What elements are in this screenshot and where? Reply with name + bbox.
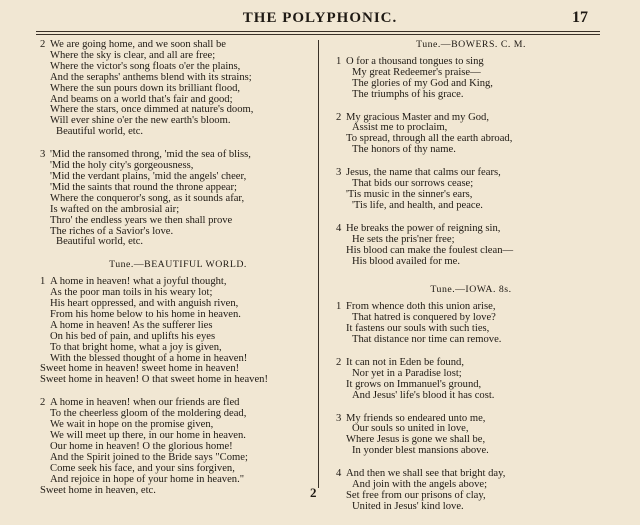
right-stanzas-top xyxy=(336,57,606,268)
verse-text: 'Tis life, and health, and peace. xyxy=(352,199,483,211)
stanza-number: 2 xyxy=(40,397,46,409)
verse-text: From whence doth this union arise, xyxy=(346,301,496,313)
verse-text: As the poor man toils in his weary lot; xyxy=(50,287,213,299)
verse-text: Where the sky is clear, and all are free; xyxy=(50,49,216,61)
verse-text: The triumphs of his grace. xyxy=(352,88,464,100)
verse-text: His blood availed for me. xyxy=(352,255,460,267)
stanza-number: 3 xyxy=(336,167,342,179)
verse-text: That bids our sorrows cease; xyxy=(352,178,474,190)
hymn-stanza xyxy=(336,224,606,268)
stanza-number: 2 xyxy=(336,111,342,123)
hymn-stanza xyxy=(336,469,606,513)
verse-text: Sweet home in heaven! sweet home in heaven! xyxy=(40,363,240,375)
verse-text: His heart oppressed, and with anguish riven, xyxy=(50,298,239,310)
verse-text: 'Tis music in the sinner's ears, xyxy=(346,188,473,200)
verse-text: 'Mid the ransomed throng, 'mid the sea of bliss, xyxy=(50,149,251,161)
verse-text: Thro' the endless years we then shall prove xyxy=(50,214,233,226)
verse-text: And Jesus' life's blood it has cost. xyxy=(352,389,495,401)
verse-line xyxy=(40,486,316,497)
left-stanzas-bottom xyxy=(40,277,316,496)
verse-text: Beautiful world, etc. xyxy=(56,126,144,138)
verse-line xyxy=(40,375,316,386)
verse-text: To the cheerless gloom of the moldering dead, xyxy=(50,408,247,420)
verse-line xyxy=(336,391,606,402)
stanza-number: 1 xyxy=(336,301,342,313)
verse-text: It grows on Immanuel's ground, xyxy=(346,378,482,390)
verse-text: Jesus, the name that calms our fears, xyxy=(346,167,501,179)
hymn-stanza xyxy=(336,113,606,157)
verse-text: Sweet home in heaven, etc. xyxy=(40,484,156,496)
verse-text: The honors of thy name. xyxy=(352,144,456,156)
stanza-number: 4 xyxy=(336,222,342,234)
verse-text: To that bright home, what a joy is given, xyxy=(50,341,222,353)
verse-text: It fastens our souls with such ties, xyxy=(346,323,490,335)
verse-text: We will meet up there, in our home in heaven. xyxy=(50,430,246,441)
stanza-number: 2 xyxy=(40,39,46,50)
verse-text: Our souls so united in love, xyxy=(352,423,469,435)
verse-text: And beams on a world that's fair and good; xyxy=(50,93,233,105)
verse-text: Where the sun pours down its brilliant flood, xyxy=(50,82,241,94)
verse-text: And join with the angels above; xyxy=(352,479,488,491)
verse-text: And the seraphs' anthems blend with its strains; xyxy=(50,71,252,83)
verse-text: My friends so endeared unto me, xyxy=(346,412,486,424)
header-rule-double xyxy=(36,34,600,35)
verse-text: Assist me to proclaim, xyxy=(352,122,448,134)
verse-line xyxy=(336,335,606,346)
verse-text: My gracious Master and my God, xyxy=(346,111,489,123)
verse-text: He sets the pris'ner free; xyxy=(352,233,455,245)
verse-text: We are going home, and we soon shall be xyxy=(50,39,226,50)
hymn-stanza xyxy=(40,40,316,138)
verse-text: Our home in heaven! O the glorious home! xyxy=(50,440,233,452)
verse-text: Set free from our prisons of clay, xyxy=(346,490,486,501)
verse-text: Where the victor's song floats o'er the plains, xyxy=(50,60,241,72)
verse-text: 'Mid the holy city's gorgeousness, xyxy=(50,160,194,172)
verse-text: My great Redeemer's praise— xyxy=(352,66,481,78)
verse-text: O for a thousand tongues to sing xyxy=(346,55,484,67)
header-rule xyxy=(36,31,600,32)
verse-text: The glories of my God and King, xyxy=(352,77,493,89)
verse-text: We wait in hope on the promise given, xyxy=(50,419,214,431)
verse-text: That hatred is conquered by love? xyxy=(352,312,496,324)
verse-line xyxy=(336,90,606,101)
stanza-number: 2 xyxy=(336,356,342,368)
verse-text: Is wafted on the ambrosial air; xyxy=(50,203,180,215)
verse-text: Beautiful world, etc. xyxy=(56,236,144,248)
verse-text: Where Jesus is gone we shall be, xyxy=(346,434,486,446)
verse-line xyxy=(336,446,606,457)
verse-line xyxy=(40,127,316,138)
verse-text: 'Mid the saints that round the throne appear; xyxy=(50,181,237,193)
verse-text: He breaks the power of reigning sin, xyxy=(346,222,501,234)
verse-text: And the Spirit joined to the Bride says "Come; xyxy=(50,451,248,463)
verse-text: That distance nor time can remove. xyxy=(352,334,502,346)
verse-text: A home in heaven! what a joyful thought, xyxy=(50,276,227,288)
verse-text: 'Mid the verdant plains, 'mid the angels' cheer, xyxy=(50,170,247,182)
hymn-stanza xyxy=(336,57,606,101)
stanza-number: 4 xyxy=(336,468,342,480)
verse-text: A home in heaven! As the sufferer lies xyxy=(50,319,213,331)
verse-text: United in Jesus' kind love. xyxy=(352,500,464,512)
verse-text: To spread, through all the earth abroad, xyxy=(346,133,513,145)
verse-text: Will ever shine o'er the new earth's bloom. xyxy=(50,115,231,127)
verse-text: And rejoice in hope of your home in heaven." xyxy=(50,473,245,485)
verse-text: Come seek his face, and your sins forgiven, xyxy=(50,462,235,474)
verse-text: On his bed of pain, and uplifts his eyes xyxy=(50,330,216,342)
tune-heading-bowers: Tune.—BOWERS. C. M. xyxy=(416,39,526,50)
hymn-stanza xyxy=(40,150,316,248)
verse-line xyxy=(336,502,606,513)
verse-text: With the blessed thought of a home in heaven! xyxy=(50,352,248,364)
verse-text: Sweet home in heaven! O that sweet home in heaven! xyxy=(40,374,268,386)
page-number: 17 xyxy=(572,9,588,26)
stanza-number: 1 xyxy=(40,276,46,288)
left-column xyxy=(40,40,316,508)
verse-text: A home in heaven! when our friends are fled xyxy=(50,397,240,409)
verse-text: From his home below to his home in heaven. xyxy=(50,308,241,320)
verse-line xyxy=(40,237,316,248)
hymn-stanza xyxy=(336,414,606,458)
hymn-stanza xyxy=(40,277,316,386)
verse-text: The riches of a Savior's love. xyxy=(50,225,174,237)
verse-text: His blood can make the foulest clean— xyxy=(346,244,514,256)
verse-text: Nor yet in a Paradise lost; xyxy=(352,367,462,379)
hymn-stanza xyxy=(336,358,606,402)
verse-text: And then we shall see that bright day, xyxy=(346,468,506,480)
signature-mark: 2 xyxy=(310,485,317,500)
verse-text: Where the conqueror's song, as it sounds afar, xyxy=(50,192,245,204)
tune-heading-iowa: Tune.—IOWA. 8s. xyxy=(430,284,512,296)
right-stanzas-bottom xyxy=(336,302,606,513)
verse-text: Where the stars, once dimmed at nature's doom, xyxy=(50,104,254,116)
verse-line xyxy=(336,257,606,268)
hymn-stanza xyxy=(336,302,606,346)
tune-heading-beautiful-world: Tune.—BEAUTIFUL WORLD. xyxy=(109,259,247,271)
verse-line xyxy=(336,201,606,212)
page-title: THE POLYPHONIC. xyxy=(242,10,398,26)
verse-text: In yonder blest mansions above. xyxy=(352,445,489,457)
column-divider xyxy=(318,40,319,488)
hymn-stanza xyxy=(40,398,316,496)
stanza-number: 3 xyxy=(40,149,46,161)
verse-line xyxy=(336,145,606,156)
stanza-number: 1 xyxy=(336,55,342,67)
left-stanzas-top xyxy=(40,40,316,248)
stanza-number: 3 xyxy=(336,412,342,424)
verse-text: It can not in Eden be found, xyxy=(346,356,464,368)
hymn-stanza xyxy=(336,168,606,212)
right-column xyxy=(336,40,606,525)
